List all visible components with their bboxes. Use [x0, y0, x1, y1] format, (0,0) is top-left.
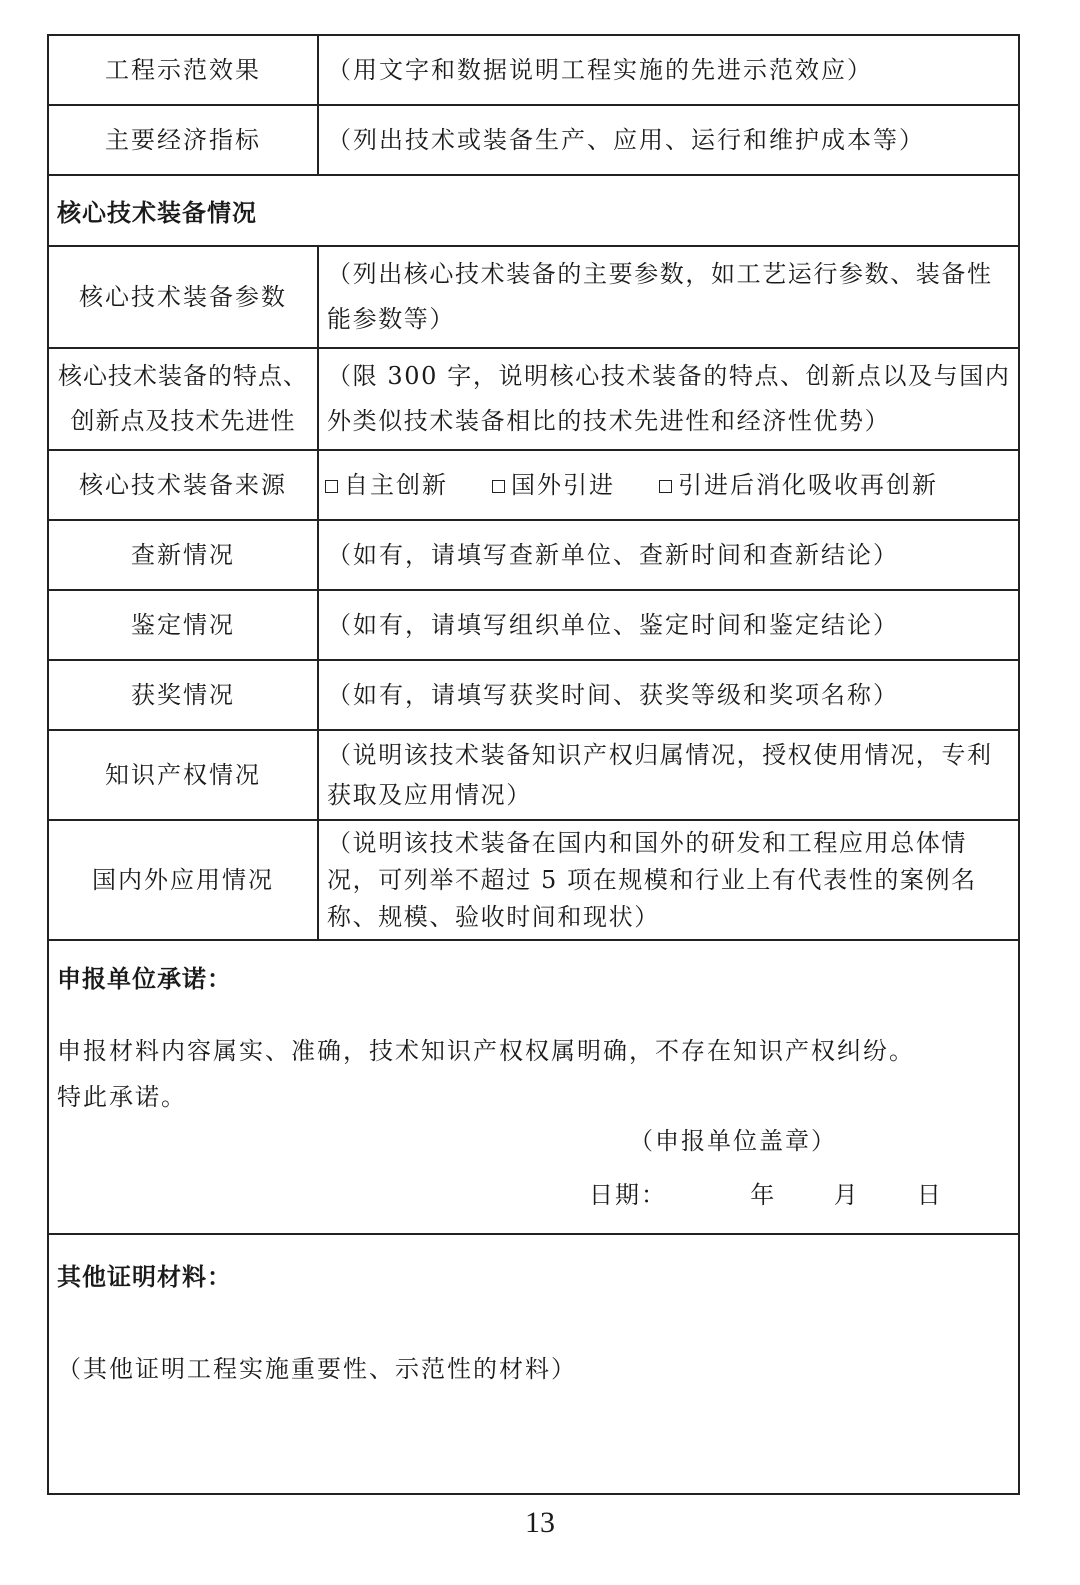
row-demo-effect — [49, 36, 1018, 106]
value-novelty-search[interactable]: （如有，请填写查新单位、查新时间和查新结论） — [327, 540, 899, 569]
row-core-source — [49, 451, 1018, 521]
month-label: 月 — [833, 1181, 860, 1209]
date-line — [589, 1175, 943, 1210]
row-core-params — [49, 247, 1018, 349]
row-core-features — [49, 349, 1018, 451]
value-demo-effect[interactable]: （用文字和数据说明工程实施的先进示范效应） — [327, 55, 873, 84]
pledge-text — [57, 1028, 915, 1120]
row-application — [49, 821, 1018, 941]
other-text[interactable]: （其他证明工程实施重要性、示范性的材料） — [57, 1355, 577, 1383]
checkbox-icon[interactable] — [492, 480, 505, 493]
option-independent-innovation[interactable] — [325, 463, 448, 508]
label-core-source: 核心技术装备来源 — [49, 451, 319, 519]
option-label: 引进后消化吸收再创新 — [678, 470, 938, 499]
row-novelty-search — [49, 521, 1018, 591]
label-application: 国内外应用情况 — [49, 821, 319, 939]
label-novelty-search: 查新情况 — [49, 521, 319, 589]
pledge-title: 申报单位承诺： — [57, 964, 232, 993]
option-label: 自主创新 — [344, 470, 448, 499]
label-core-features: 核心技术装备的特点、创新点及技术先进性 — [49, 349, 319, 449]
value-ip[interactable]: （说明该技术装备知识产权归属情况，授权使用情况，专利获取及应用情况） — [327, 741, 993, 809]
value-appraisal[interactable]: （如有，请填写组织单位、鉴定时间和鉴定结论） — [327, 610, 899, 639]
year-label: 年 — [750, 1181, 777, 1209]
label-economic-indicators: 主要经济指标 — [49, 106, 319, 174]
value-application[interactable]: （说明该技术装备在国内和国外的研发和工程应用总体情况，可列举不超过 5 项在规模和行业上有代表性的案例名称、规模、验收时间和现状） — [327, 828, 977, 931]
row-appraisal — [49, 591, 1018, 661]
label-appraisal: 鉴定情况 — [49, 591, 319, 659]
pledge-section — [49, 941, 1018, 1235]
section-heading-core-tech: 核心技术装备情况 — [49, 176, 1018, 247]
option-label: 国外引进 — [511, 470, 615, 499]
row-economic-indicators — [49, 106, 1018, 176]
checkbox-icon[interactable] — [325, 480, 338, 493]
checkbox-icon[interactable] — [659, 480, 672, 493]
stamp-label: （申报单位盖章） — [629, 1127, 837, 1155]
day-label: 日 — [916, 1181, 943, 1209]
option-foreign-import[interactable] — [492, 463, 615, 508]
row-awards — [49, 661, 1018, 731]
other-title: 其他证明材料： — [57, 1262, 232, 1291]
date-label: 日期： — [589, 1181, 667, 1209]
value-economic-indicators[interactable]: （列出技术或装备生产、应用、运行和维护成本等） — [327, 125, 925, 154]
label-ip: 知识产权情况 — [49, 731, 319, 819]
application-form-table — [47, 34, 1020, 1495]
label-awards: 获奖情况 — [49, 661, 319, 729]
pledge-line-1: 申报材料内容属实、准确，技术知识产权权属明确，不存在知识产权纠纷。 — [57, 1037, 915, 1065]
other-materials-section — [49, 1235, 1018, 1493]
value-core-features[interactable]: （限 300 字，说明核心技术装备的特点、创新点以及与国内外类似技术装备相比的技术先进性和经济性优势） — [327, 362, 1011, 435]
option-import-reinnovation[interactable] — [659, 463, 938, 508]
label-demo-effect: 工程示范效果 — [49, 36, 319, 104]
label-core-params: 核心技术装备参数 — [49, 247, 319, 347]
source-options — [319, 451, 1018, 519]
row-ip — [49, 731, 1018, 821]
pledge-line-2: 特此承诺。 — [57, 1083, 187, 1111]
value-core-params[interactable]: （列出核心技术装备的主要参数，如工艺运行参数、装备性能参数等） — [327, 260, 993, 333]
page-number: 13 — [525, 1506, 555, 1539]
value-awards[interactable]: （如有，请填写获奖时间、获奖等级和奖项名称） — [327, 680, 899, 709]
